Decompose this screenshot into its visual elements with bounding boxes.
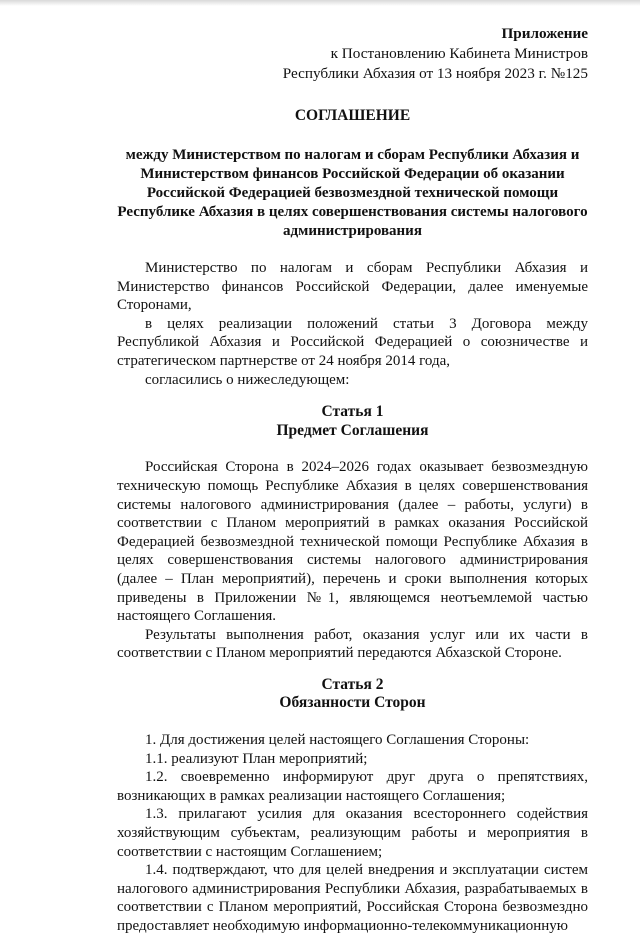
article-number: Статья 1 bbox=[321, 403, 384, 421]
scan-edge bbox=[0, 0, 640, 6]
article-name: Предмет Соглашения bbox=[276, 421, 429, 439]
article-paragraph: Результаты выполнения работ, оказания услуг или их части в соответствии с Планом мероприятий передаются Абхазской Стороне. bbox=[117, 626, 588, 662]
preamble bbox=[117, 259, 588, 389]
article-paragraph: 1.3. прилагают усилия для оказания всестороннего содействия хозяйствующим субъектам, реализующим работы и мероприятия в соответствии с настоящим Соглашением; bbox=[117, 806, 588, 860]
preamble-paragraph: согласились о нижеследующем: bbox=[145, 371, 350, 388]
preamble-paragraph: в целях реализации положений статьи 3 Договора между Республикой Абхазия и Российской Федерацией о союзничестве и стратегическом партнерстве от 24 ноября 2014 года, bbox=[117, 315, 588, 369]
appendix-ref-line: к Постановлению Кабинета Министров bbox=[330, 45, 588, 62]
article-text bbox=[117, 458, 588, 663]
appendix-ref-line: Республики Абхазия от 13 ноября 2023 г. №125 bbox=[282, 65, 588, 82]
preamble-paragraph: Министерство по налогам и сборам Республики Абхазия и Министерство финансов Российской Федерации, далее именуемые Сторонами, bbox=[117, 260, 588, 314]
article-2 bbox=[117, 676, 588, 936]
article-1 bbox=[117, 403, 588, 663]
document-title: СОГЛАШЕНИЕ bbox=[294, 107, 411, 124]
appendix-label: Приложение bbox=[501, 25, 588, 42]
appendix-header bbox=[117, 24, 588, 84]
article-paragraph: Российская Сторона в 2024–2026 годах оказывает безвозмездную техническую помощь Республике Абхазия в целях совершенствования системы налогового администрирования (далее – работы, услуги) в соответствии с Планом мероприятий в рамках оказания Российской Федерацией безвозмездной технической помощи Республике Абхазия в целях совершенствования системы налогового администрирования (далее – План мероприятий), перечень и сроки выполнения которых приведены в Приложении №1, являющемся неотъемлемой частью настоящего Соглашения. bbox=[117, 459, 588, 625]
document-body bbox=[117, 24, 588, 936]
article-name: Обязанности Сторон bbox=[279, 694, 426, 712]
article-number: Статья 2 bbox=[321, 675, 384, 693]
article-paragraph: 1.1. реализуют План мероприятий; bbox=[145, 750, 368, 767]
article-paragraph: 1. Для достижения целей настоящего Соглашения Стороны: bbox=[145, 732, 530, 749]
article-paragraph: 1.4. подтверждают, что для целей внедрения и эксплуатации систем налогового администрирования Республики Абхазия, разрабатываемых в соответствии с Планом мероприятий, Российская Сторона безвозмездно предоставляет необходимую информационно-телекоммуникационную bbox=[117, 862, 588, 934]
article-paragraph: 1.2. своевременно информируют друг друга о препятствиях, возникающих в рамках реализации настоящего Соглашения; bbox=[117, 769, 588, 804]
document-subtitle: между Министерством по налогам и сборам Республики Абхазия и Министерством финансов Российской Федерации об оказании Российской Федерацией безвозмездной технической помощи Республике Абхазия в целях совершенствования системы налогового администрирования bbox=[117, 147, 588, 239]
